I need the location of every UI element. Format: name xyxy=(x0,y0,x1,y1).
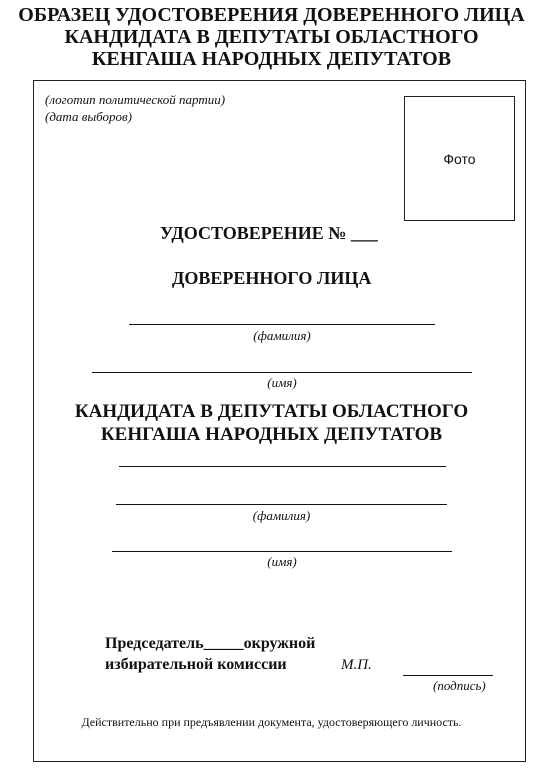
signature-caption: (подпись) xyxy=(433,678,486,693)
stamp-placeholder: М.П. xyxy=(341,657,372,673)
candidate-name-line xyxy=(112,551,452,552)
candidate-blank-line xyxy=(119,466,446,467)
proxy-surname-caption: (фамилия) xyxy=(253,328,311,343)
proxy-title: ДОВЕРЕННОГО ЛИЦА xyxy=(172,268,372,288)
proxy-surname-line xyxy=(129,324,435,325)
candidate-surname-caption: (фамилия) xyxy=(252,508,311,523)
document-heading-line-2: КАНДИДАТА В ДЕПУТАТЫ ОБЛАСТНОГО xyxy=(64,26,479,48)
chairman-label-line-2: избирательной комиссии xyxy=(105,656,287,673)
chairman-label-line-1: Председатель_____окружной xyxy=(105,635,316,652)
photo-box xyxy=(404,96,515,221)
election-date-placeholder: (дата выборов) xyxy=(45,109,132,124)
party-logo-placeholder: (логотип политической партии) xyxy=(45,92,226,107)
candidate-name-caption: (имя) xyxy=(267,554,297,569)
signature-line xyxy=(403,675,493,676)
certificate-title: УДОСТОВЕРЕНИЕ № ___ xyxy=(160,223,378,243)
document-heading-line-1: ОБРАЗЕЦ УДОСТОВЕРЕНИЯ ДОВЕРЕННОГО ЛИЦА xyxy=(18,4,525,26)
candidate-heading-line-1: КАНДИДАТА В ДЕПУТАТЫ ОБЛАСТНОГО xyxy=(74,401,469,422)
photo-label: Фото xyxy=(443,150,476,167)
candidate-surname-line xyxy=(116,504,447,505)
document-heading-line-3: КЕНГАША НАРОДНЫХ ДЕПУТАТОВ xyxy=(91,48,452,70)
candidate-heading-line-2: КЕНГАША НАРОДНЫХ ДЕПУТАТОВ xyxy=(100,424,443,445)
proxy-name-line xyxy=(92,372,472,373)
validity-note: Действительно при предъявлении документа, удостоверяющего личность. xyxy=(81,715,462,729)
proxy-name-caption: (имя) xyxy=(267,375,297,390)
